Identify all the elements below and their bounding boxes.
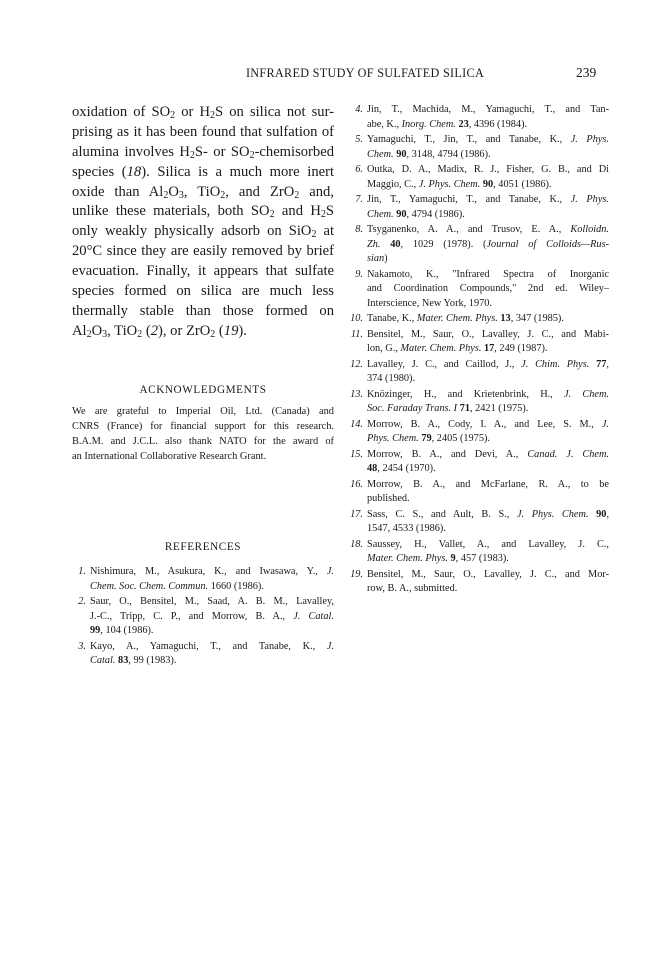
text-line	[90, 610, 334, 625]
italic-text: J. Chem.	[564, 388, 609, 400]
volume-number: 90	[596, 508, 607, 520]
text-run: Kayo, A., Yamaguchi, T., and Tanabe, K.,	[90, 640, 327, 652]
text-line	[367, 582, 609, 597]
text-run: 20°C since they are easily removed by brief	[72, 243, 334, 260]
text-run: Al	[72, 322, 87, 339]
text-run: S	[325, 203, 334, 220]
italic-text: Chem.	[367, 208, 394, 220]
text-run: only weakly physically adsorb on SiO	[72, 223, 312, 240]
references-heading: REFERENCES	[164, 541, 242, 553]
text-line	[367, 282, 609, 297]
reference-number: 12.	[350, 358, 363, 370]
reference-item	[349, 133, 609, 162]
italic-text: J.	[326, 566, 334, 577]
text-run: , TiO	[107, 322, 138, 339]
reference-number: 7.	[355, 194, 363, 205]
italic-text: Chem. Soc. Chem. Commun.	[90, 580, 209, 592]
subscript: 2	[163, 189, 169, 201]
italic-text: Canad. J. Chem.	[527, 448, 609, 460]
text-run: , 457 (1983).	[455, 553, 509, 564]
text-line	[367, 163, 609, 178]
text-run: 1547, 4533 (1986).	[367, 523, 446, 534]
volume-number: 79	[421, 433, 432, 444]
text-run: at	[316, 223, 334, 240]
text-line	[367, 133, 609, 148]
text-run: Morrow, B. A., Cody, I. A., and Lee, S. M.,	[367, 418, 602, 430]
volume-number: 99	[90, 625, 101, 636]
text-line	[367, 478, 609, 493]
subscript: 2	[189, 149, 195, 161]
reference-number: 19.	[350, 568, 363, 580]
text-line	[367, 538, 609, 553]
text-run: B.A.M. and J.C.L. also thank NATO for the award of	[72, 436, 334, 448]
text-line	[367, 568, 609, 583]
reference-number: 15.	[350, 448, 363, 460]
italic-text: Mater. Chem. Phys.	[367, 553, 448, 564]
reference-number: 16.	[350, 478, 363, 490]
text-line	[367, 328, 609, 343]
text-run: Interscience, New York, 1970.	[367, 297, 492, 309]
text-run: Nishimura, M., Asukura, K., and Iwasawa, Y.,	[90, 566, 327, 577]
text-line	[367, 223, 609, 238]
text-run: alumina involves H	[72, 143, 190, 160]
italic-text: 19	[223, 322, 239, 339]
text-line	[367, 178, 609, 193]
text-line	[367, 358, 609, 373]
reference-item	[349, 358, 609, 387]
text-run: oxidation of SO	[72, 104, 171, 120]
italic-text: Soc. Faraday Trans. I	[367, 403, 458, 414]
text-run: Morrow, B. A., and Devi, A.,	[367, 448, 528, 460]
italic-text: J. Phys.	[570, 194, 609, 205]
right-column	[349, 103, 609, 597]
text-run: , 99 (1983).	[128, 655, 177, 666]
reference-item	[349, 388, 609, 417]
volume-number: 40	[390, 238, 401, 250]
text-run: J.-C., Tripp, C. P., and Morrow, B. A.,	[90, 610, 294, 622]
text-run: Bensitel, M., Saur, O., Lavalley, J. C., and Mor-	[367, 568, 609, 580]
text-run: )	[384, 253, 388, 264]
volume-number: 83	[118, 655, 129, 666]
italic-text: J. Phys.	[570, 134, 610, 145]
italic-text: J. Phys. Chem.	[516, 508, 589, 520]
text-run: Saussey, H., Vallet, A., and Lavalley, J. C.,	[367, 538, 609, 550]
text-line	[367, 388, 609, 403]
text-run: species formed on silica are much less	[72, 283, 334, 300]
italic-text: J. Phys. Chem.	[418, 178, 481, 190]
italic-text: J. Catal.	[293, 610, 334, 622]
text-run: row, B. A., submitted.	[367, 583, 458, 594]
text-run: and Coordination Compounds," 2nd ed. Wiley–	[367, 283, 609, 294]
text-run: (	[215, 322, 224, 339]
text-run: , 249 (1987).	[494, 343, 548, 354]
reference-item	[349, 568, 609, 597]
text-run: Outka, D. A., Madix, R. J., Fisher, G. B., and Di	[367, 164, 609, 175]
text-run: species (	[72, 163, 127, 180]
text-line	[72, 103, 334, 123]
text-line	[72, 222, 334, 242]
text-run: S- or SO	[194, 143, 250, 160]
reference-number: 1.	[78, 566, 86, 577]
reference-item	[349, 163, 609, 192]
text-line	[367, 148, 609, 163]
subscript: 2	[311, 229, 317, 241]
text-line	[72, 183, 334, 203]
volume-number: 90	[482, 178, 494, 190]
volume-number: 23	[458, 118, 469, 130]
text-run: , 4396 (1984).	[468, 118, 528, 130]
reference-number: 18.	[350, 538, 363, 550]
text-run: lon, G.,	[367, 343, 401, 354]
text-run: O	[168, 183, 179, 200]
text-line	[367, 372, 609, 387]
reference-number: 13.	[350, 388, 363, 400]
volume-number: 48	[367, 463, 378, 474]
text-run: , 2421 (1975).	[469, 403, 529, 414]
text-line	[72, 404, 334, 419]
text-run: Sass, C. S., and Ault, B. S.,	[367, 508, 517, 520]
reference-number: 9.	[355, 268, 363, 280]
text-run: oxide than Al	[72, 183, 164, 200]
text-run: , and ZrO	[225, 183, 295, 200]
text-run: Bensitel, M., Saur, O., Lavalley, J. C., and Mabi-	[367, 328, 609, 340]
volume-number: 13	[500, 313, 511, 324]
text-run: abe, K.,	[367, 118, 402, 130]
subscript: 3	[102, 328, 108, 340]
subscript: 3	[178, 189, 184, 201]
text-line	[367, 297, 609, 312]
subscript: 2	[210, 110, 216, 121]
subscript: 2	[220, 189, 226, 201]
reference-item	[72, 640, 334, 669]
text-run: CNRS (France) for financial support for this research.	[72, 421, 334, 433]
italic-text: J. Chim. Phys.	[521, 358, 590, 370]
text-line	[90, 624, 334, 639]
subscript: 2	[210, 328, 216, 340]
text-line	[367, 492, 609, 507]
acknowledgments-heading: ACKNOWLEDGMENTS	[139, 384, 267, 396]
reference-item	[349, 328, 609, 357]
text-line	[72, 322, 334, 342]
subscript: 2	[320, 209, 326, 221]
text-line	[72, 449, 334, 464]
reference-list-right	[349, 103, 609, 597]
volume-number: 71	[459, 403, 470, 414]
text-line	[72, 282, 334, 302]
text-run: and H	[274, 203, 321, 220]
text-run: Nakamoto, K., "Infrared Spectra of Inorganic	[367, 268, 609, 280]
text-line	[367, 432, 609, 447]
text-run: Tsyganenko, A. A., and Trusov, E. A.,	[367, 224, 571, 235]
text-run: evacuation. Finally, it appears that sulfate	[72, 263, 334, 280]
running-title: INFRARED STUDY OF SULFATED SILICA	[245, 66, 485, 80]
reference-item	[349, 268, 609, 312]
text-line	[367, 552, 609, 567]
text-line	[367, 103, 609, 118]
subscript: 2	[137, 328, 143, 340]
text-run: We are grateful to Imperial Oil, Ltd. (Canada) and	[72, 406, 334, 417]
text-run: , TiO	[183, 183, 221, 200]
text-run: ,	[606, 508, 610, 520]
text-run: -chemisorbed	[254, 143, 334, 160]
text-line	[72, 419, 334, 434]
text-run: Saur, O., Bensitel, M., Saad, A. B. M., Lavalley,	[90, 596, 334, 607]
text-line	[367, 268, 609, 283]
subscript: 2	[170, 110, 176, 121]
reference-number: 17.	[350, 508, 363, 520]
text-line	[367, 238, 609, 253]
reference-item	[72, 565, 334, 594]
reference-number: 6.	[355, 164, 363, 175]
reference-number: 2.	[78, 596, 86, 607]
italic-text: sian	[367, 253, 385, 264]
text-run: published.	[367, 493, 410, 504]
text-run: or H	[175, 104, 211, 120]
volume-number: 77	[596, 358, 607, 370]
italic-text: Phys. Chem.	[367, 433, 419, 444]
text-line	[367, 312, 609, 327]
italic-text: J.	[326, 640, 334, 652]
italic-text: 18	[126, 163, 142, 180]
page-number: 239	[576, 65, 597, 80]
text-line	[90, 580, 334, 595]
text-line	[90, 654, 334, 669]
text-run: and,	[299, 183, 334, 200]
text-line	[367, 252, 609, 267]
reference-number: 8.	[355, 224, 363, 235]
acknowledgments-text	[72, 404, 334, 464]
volume-number: 90	[396, 208, 407, 220]
italic-text: Journal of Colloids—Rus-	[486, 238, 610, 250]
reference-number: 5.	[355, 134, 363, 145]
italic-text: Mater. Chem. Phys.	[400, 343, 482, 354]
text-run: Maggio, C.,	[367, 178, 419, 190]
text-run: Knözinger, H., and Krietenbrink, H.,	[367, 388, 565, 400]
reference-number: 11.	[350, 328, 363, 340]
text-line	[72, 202, 334, 222]
text-run: Jin, T., Yamaguchi, T., and Tanabe, K.,	[367, 194, 571, 205]
reference-number: 14.	[350, 418, 363, 430]
text-run: S on silica not sur-	[215, 104, 334, 120]
text-run: , 4794 (1986).	[406, 208, 465, 220]
italic-text: J.	[601, 418, 609, 430]
text-line	[367, 342, 609, 357]
text-run: Tanabe, K.,	[367, 313, 417, 324]
text-line	[367, 402, 609, 417]
italic-text: Mater. Chem. Phys.	[416, 313, 498, 324]
reference-item	[349, 448, 609, 477]
text-line	[367, 522, 609, 537]
italic-text: Catal.	[90, 655, 116, 666]
reference-item	[349, 103, 609, 132]
italic-text: Zh.	[367, 238, 381, 250]
text-run: ). Silica is a much more inert	[141, 163, 335, 180]
italic-text: 2	[150, 322, 158, 339]
text-run: , 1029 (1978). (	[400, 238, 487, 250]
reference-number: 3.	[78, 640, 86, 652]
text-line	[367, 208, 609, 223]
italic-text: Chem.	[367, 148, 394, 160]
text-line	[72, 123, 334, 143]
text-run: thermally stable than those formed on	[72, 302, 334, 319]
text-line	[90, 565, 334, 580]
text-line	[72, 163, 334, 183]
left-column	[72, 103, 335, 666]
text-run: an International Collaborative Research Grant.	[72, 451, 267, 463]
subscript: 2	[86, 328, 92, 340]
text-run: , 4051 (1986).	[493, 178, 552, 190]
text-line	[72, 262, 334, 282]
text-run: ), or ZrO	[157, 322, 211, 339]
body-paragraph	[72, 103, 334, 342]
volume-number: 9	[450, 553, 456, 564]
text-run	[380, 239, 390, 250]
text-line	[367, 508, 609, 523]
text-line	[90, 640, 334, 655]
reference-number: 10.	[350, 313, 363, 324]
text-line	[367, 448, 609, 463]
text-run: , 3148, 4794 (1986).	[406, 148, 491, 160]
text-run: Yamaguchi, T., Jin, T., and Tanabe, K.,	[367, 134, 571, 145]
volume-number: 90	[396, 148, 407, 160]
reference-number: 4.	[355, 104, 363, 115]
reference-item	[349, 223, 609, 267]
text-line	[72, 143, 334, 163]
subscript: 2	[269, 209, 275, 221]
text-line	[90, 595, 334, 610]
text-line	[72, 302, 334, 322]
reference-item	[72, 595, 334, 639]
reference-item	[349, 418, 609, 447]
reference-item	[349, 508, 609, 537]
text-run: ,	[606, 358, 609, 370]
text-line	[367, 118, 609, 133]
text-line	[367, 418, 609, 433]
text-run	[589, 509, 597, 520]
italic-text: Inorg. Chem.	[401, 118, 456, 130]
text-line	[367, 193, 609, 208]
text-line	[367, 462, 609, 477]
text-run: , 347 (1985).	[510, 313, 564, 324]
text-run: prising as it has been found that sulfation of	[72, 123, 334, 140]
reference-item	[349, 478, 609, 507]
text-run: 374 (1980).	[367, 373, 416, 384]
reference-item	[349, 193, 609, 222]
subscript: 2	[294, 189, 300, 201]
reference-item	[349, 312, 609, 327]
text-run: , 104 (1986).	[100, 625, 154, 636]
text-run: unlike these materials, both SO	[72, 203, 270, 220]
text-line	[72, 242, 334, 262]
text-run: Lavalley, J. C., and Caillod, J.,	[367, 358, 522, 370]
text-run: (	[142, 322, 151, 339]
text-line	[72, 434, 334, 449]
reference-item	[349, 538, 609, 567]
text-run: , 2405 (1975).	[431, 433, 490, 444]
text-run: ).	[238, 322, 247, 339]
text-run: O	[91, 322, 103, 339]
text-run: , 2454 (1970).	[377, 463, 436, 474]
reference-list-left	[72, 565, 334, 669]
subscript: 2	[249, 149, 255, 161]
volume-number: 17	[483, 343, 495, 354]
text-run: Morrow, B. A., and McFarlane, R. A., to be	[367, 478, 609, 490]
text-run: Jin, T., Machida, M., Yamaguchi, T., and Tan-	[367, 104, 609, 115]
text-run: 1660 (1986).	[208, 580, 264, 592]
italic-text: Kolloidn.	[570, 224, 609, 235]
